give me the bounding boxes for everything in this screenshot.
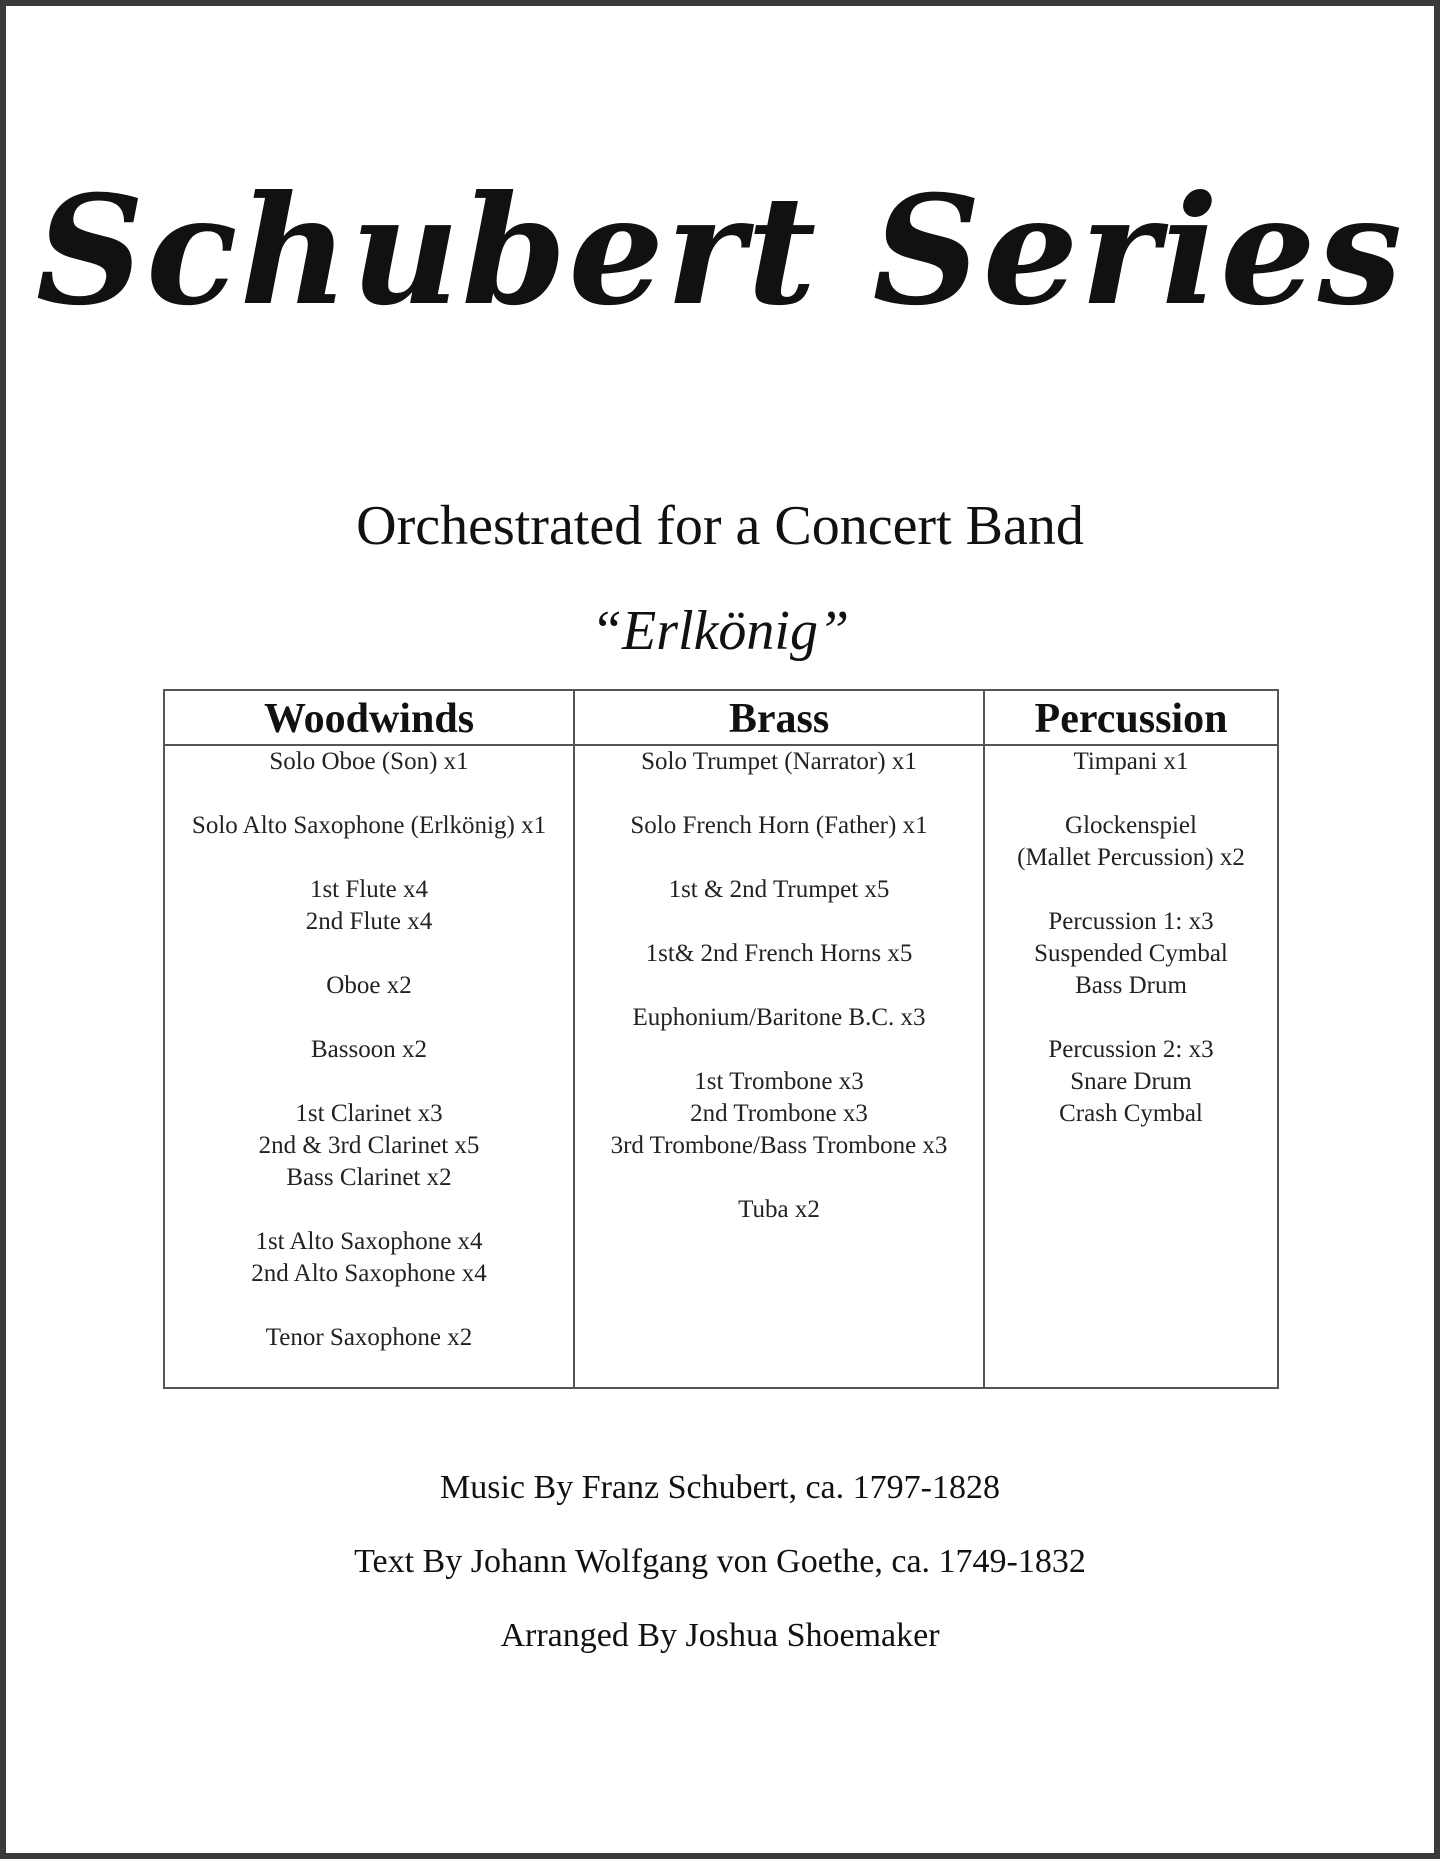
brass-column — [575, 691, 985, 1387]
instrument-group — [165, 970, 573, 1002]
percussion-column — [985, 691, 1277, 1387]
instrument-group — [165, 874, 573, 938]
instrument-group — [165, 1098, 573, 1194]
instrument-line: 2nd & 3rd Clarinet x5 — [258, 1132, 480, 1159]
instrument-group — [165, 746, 573, 778]
instrumentation-table — [163, 689, 1279, 1389]
series-title: Schubert Series — [35, 163, 1405, 339]
instrument-group — [165, 1034, 573, 1066]
instrument-line: 2nd Flute x4 — [305, 908, 433, 935]
brass-header: Brass — [575, 691, 983, 746]
woodwinds-header: Woodwinds — [165, 691, 573, 746]
credit-arranged: Arranged By Joshua Shoemaker — [500, 1617, 940, 1654]
instrument-group — [575, 810, 983, 842]
instrument-line: Euphonium/Baritone B.C. x3 — [632, 1004, 926, 1031]
credit-music: Music By Franz Schubert, ca. 1797-1828 — [440, 1469, 1000, 1506]
instrument-line: Solo Trumpet (Narrator) x1 — [641, 748, 917, 775]
instrument-line: Oboe x2 — [326, 972, 412, 999]
instrument-line: Solo Oboe (Son) x1 — [269, 748, 469, 775]
instrument-line: Bass Drum — [1075, 972, 1187, 999]
instrument-line: Percussion 2: x3 — [1048, 1036, 1214, 1063]
credit-text: Text By Johann Wolfgang von Goethe, ca. 1749-1832 — [354, 1543, 1086, 1580]
instrument-line: 1st Flute x4 — [309, 876, 429, 903]
instrument-line: Percussion 1: x3 — [1048, 908, 1214, 935]
subtitle: Orchestrated for a Concert Band — [356, 495, 1084, 557]
instrument-group — [575, 874, 983, 906]
instrument-line: Solo Alto Saxophone (Erlkönig) x1 — [191, 812, 547, 839]
instrument-line: 1st& 2nd French Horns x5 — [645, 940, 913, 967]
instrument-line: Timpani x1 — [1073, 748, 1189, 775]
instrument-group — [985, 906, 1277, 1002]
instrument-line: Tenor Saxophone x2 — [265, 1324, 473, 1351]
instrument-line: Suspended Cymbal — [1034, 940, 1228, 967]
instrument-line: 2nd Alto Saxophone x4 — [251, 1260, 487, 1287]
instrument-line: 2nd Trombone x3 — [690, 1100, 868, 1127]
instrument-group — [985, 746, 1277, 778]
instrument-line: Crash Cymbal — [1059, 1100, 1203, 1127]
instrument-line: Snare Drum — [1070, 1068, 1192, 1095]
instrument-group — [575, 746, 983, 778]
instrument-group — [165, 1226, 573, 1290]
cover-page — [6, 6, 1434, 1853]
instrument-line: 3rd Trombone/Bass Trombone x3 — [610, 1132, 948, 1159]
instrument-line: Glockenspiel — [1065, 812, 1197, 839]
woodwinds-column — [165, 691, 575, 1387]
instrument-line: Bassoon x2 — [311, 1036, 427, 1063]
instrument-line: 1st & 2nd Trumpet x5 — [668, 876, 890, 903]
instrument-line: Tuba x2 — [738, 1196, 820, 1223]
instrument-line: 1st Alto Saxophone x4 — [255, 1228, 483, 1255]
instrument-line: 1st Clarinet x3 — [295, 1100, 443, 1127]
instrument-group — [165, 1322, 573, 1354]
percussion-header: Percussion — [985, 691, 1277, 746]
piece-title: “Erlkönig” — [590, 600, 850, 662]
instrument-line: (Mallet Percussion) x2 — [1017, 844, 1245, 871]
instrument-group — [575, 1002, 983, 1034]
percussion-list — [985, 746, 1277, 1130]
instrument-line: Solo French Horn (Father) x1 — [630, 812, 928, 839]
woodwinds-list — [165, 746, 573, 1354]
instrument-group — [575, 1066, 983, 1162]
instrument-group — [985, 1034, 1277, 1130]
instrument-line: 1st Trombone x3 — [694, 1068, 864, 1095]
instrument-group — [165, 810, 573, 842]
instrument-group — [575, 1194, 983, 1226]
instrument-group — [575, 938, 983, 970]
instrument-line: Bass Clarinet x2 — [286, 1164, 452, 1191]
instrument-group — [985, 810, 1277, 874]
brass-list — [575, 746, 983, 1226]
